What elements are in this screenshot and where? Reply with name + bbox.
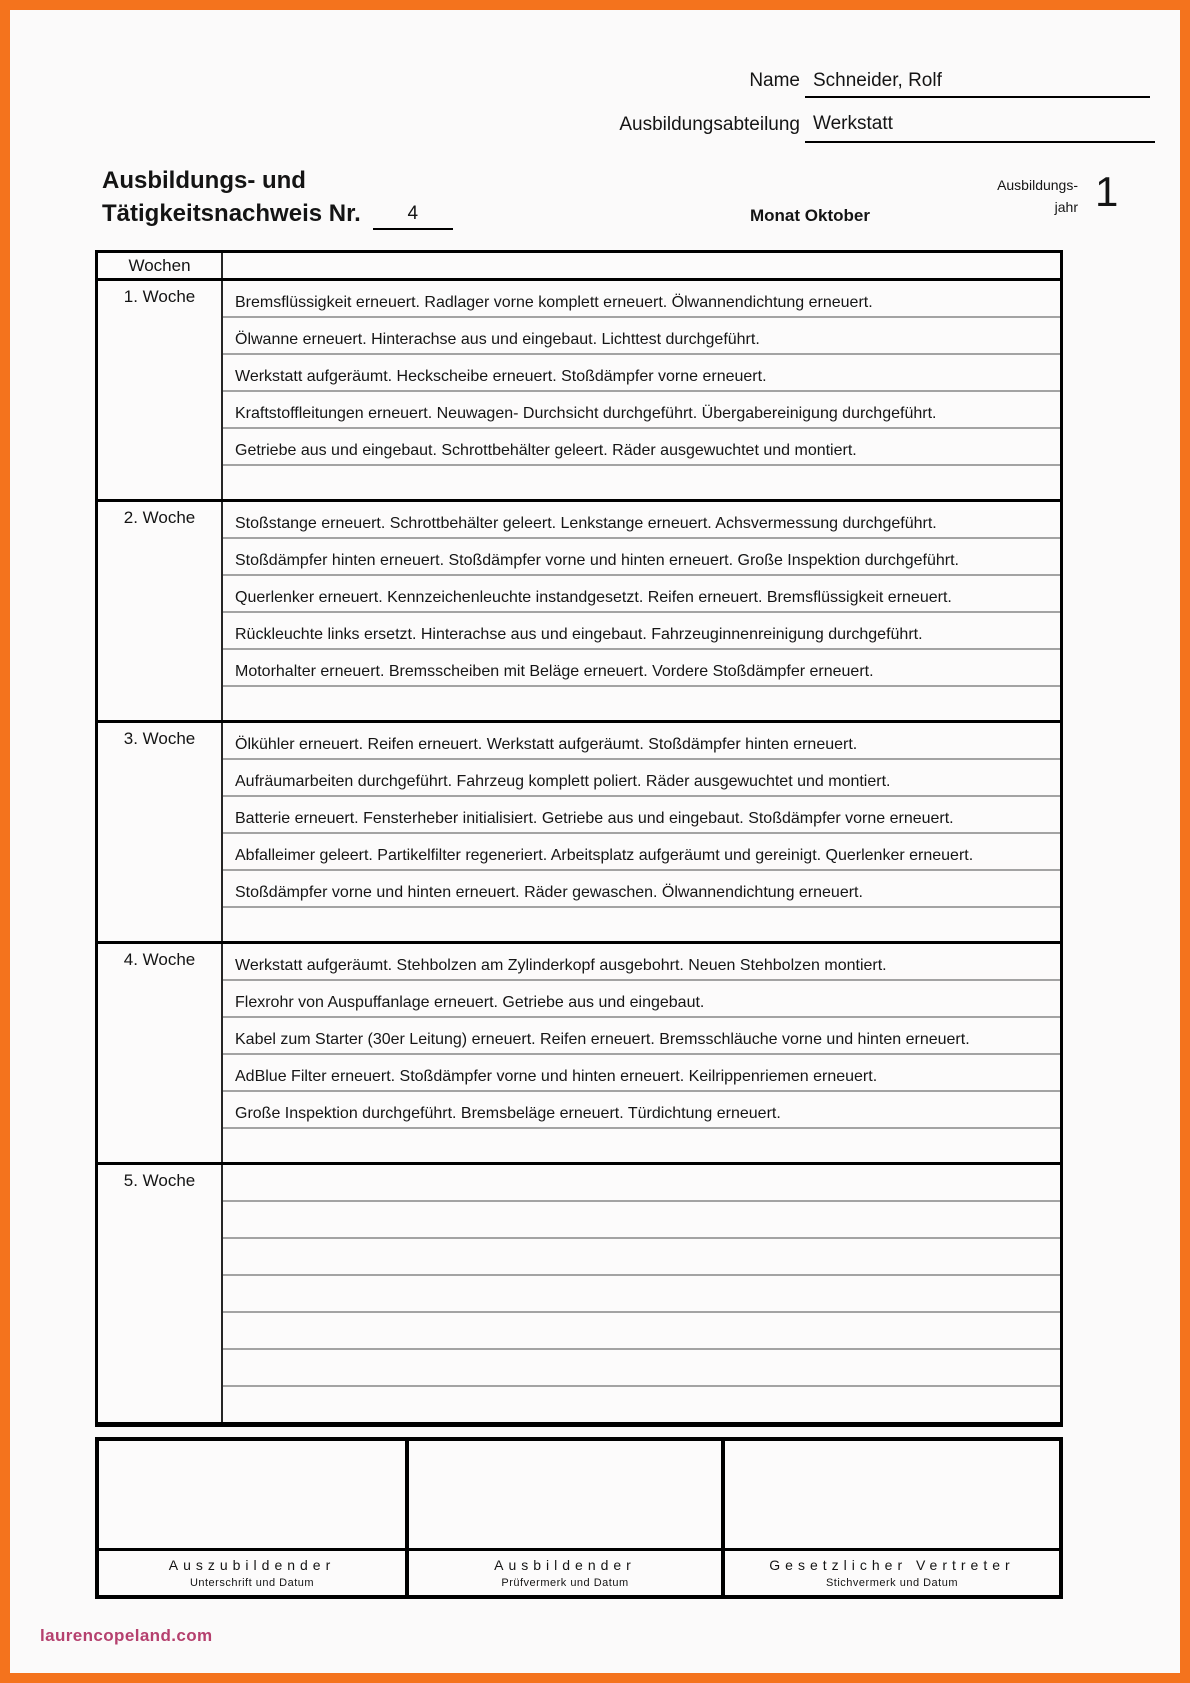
activity-entry-row[interactable]: Abfalleimer geleert. Partikelfilter regeneriert. Arbeitsplatz aufgeräumt und gereinigt. Querlenker erneuert. [223, 834, 1060, 871]
signature-sublabel: Prüfvermerk und Datum [501, 1577, 629, 1589]
week-block-5 [98, 1162, 1060, 1422]
name-value: Schneider, Rolf [813, 70, 942, 91]
activity-entry-row[interactable] [223, 1239, 1060, 1276]
signature-caption [409, 1548, 721, 1595]
title-line-2-text: Tätigkeitsnachweis Nr. [102, 200, 361, 227]
table-header-empty-cell [223, 253, 1060, 278]
month-line [750, 206, 870, 226]
week-filler [223, 1129, 1060, 1162]
signature-sublabel: Unterschrift und Datum [189, 1577, 315, 1589]
week-filler [223, 908, 1060, 941]
signature-caption [725, 1548, 1059, 1595]
activity-entry-row[interactable]: Motorhalter erneuert. Bremsscheiben mit Beläge erneuert. Vordere Stoßdämpfer erneuert. [223, 650, 1060, 687]
activity-entry-row[interactable]: Kabel zum Starter (30er Leitung) erneuert. Reifen erneuert. Bremsschläuche vorne und hinten erneuert. [223, 1018, 1060, 1055]
week-filler [223, 1387, 1060, 1422]
week-label: 1. Woche [98, 281, 223, 499]
training-year-value[interactable]: 1 [1095, 168, 1119, 215]
activity-entry-row[interactable] [223, 1313, 1060, 1350]
signature-column-2 [405, 1441, 721, 1595]
activity-entry-row[interactable]: Rückleuchte links ersetzt. Hinterachse aus und eingebaut. Fahrzeuginnenreinigung durchgeführt. [223, 613, 1060, 650]
signature-area[interactable] [725, 1441, 1059, 1548]
signature-role-label: Ausbildender [494, 1557, 636, 1573]
name-label: Name [749, 70, 800, 91]
activity-entry-row[interactable] [223, 1276, 1060, 1313]
activity-entry-row[interactable]: Werkstatt aufgeräumt. Heckscheibe erneuert. Stoßdämpfer vorne erneuert. [223, 355, 1060, 392]
training-year-label-line1: Ausbildungs- [997, 177, 1078, 193]
signature-column-3 [721, 1441, 1059, 1595]
signature-sublabel: Stichvermerk und Datum [825, 1577, 959, 1589]
title-line-1: Ausbildungs- und [102, 167, 306, 194]
department-label: Ausbildungsabteilung [619, 114, 800, 135]
week-entries [223, 1165, 1060, 1422]
department-field[interactable] [805, 111, 1155, 143]
table-header-row [98, 253, 1060, 281]
activity-entry-row[interactable]: Stoßdämpfer vorne und hinten erneuert. Räder gewaschen. Ölwannendichtung erneuert. [223, 871, 1060, 908]
activity-entry-row[interactable]: Batterie erneuert. Fensterheber initialisiert. Getriebe aus und eingebaut. Stoßdämpfer vorne erneuert. [223, 797, 1060, 834]
name-field[interactable] [805, 68, 1150, 98]
signature-caption [99, 1548, 405, 1595]
signature-area[interactable] [409, 1441, 721, 1548]
month-value[interactable]: Oktober [804, 206, 870, 225]
week-entries [223, 502, 1060, 720]
week-label: 5. Woche [98, 1165, 223, 1422]
activity-entry-row[interactable] [223, 1350, 1060, 1387]
activity-entry-row[interactable] [223, 1202, 1060, 1239]
activity-entry-row[interactable]: Stoßdämpfer hinten erneuert. Stoßdämpfer vorne und hinten erneuert. Große Inspektion durchgeführt. [223, 539, 1060, 576]
week-block-2 [98, 499, 1060, 720]
activity-entry-row[interactable]: Flexrohr von Auspuffanlage erneuert. Getriebe aus und eingebaut. [223, 981, 1060, 1018]
month-label: Monat [750, 206, 801, 225]
activity-entry-row[interactable]: Große Inspektion durchgeführt. Bremsbeläge erneuert. Türdichtung erneuert. [223, 1092, 1060, 1129]
week-block-4 [98, 941, 1060, 1162]
week-label: 3. Woche [98, 723, 223, 941]
week-entries [223, 281, 1060, 499]
week-label: 2. Woche [98, 502, 223, 720]
department-value: Werkstatt [813, 113, 893, 134]
week-entries [223, 944, 1060, 1162]
week-entries [223, 723, 1060, 941]
activity-entry-row[interactable]: Ölkühler erneuert. Reifen erneuert. Werkstatt aufgeräumt. Stoßdämpfer hinten erneuert. [223, 723, 1060, 760]
activity-entry-row[interactable]: Aufräumarbeiten durchgeführt. Fahrzeug komplett poliert. Räder ausgewuchtet und montiert. [223, 760, 1060, 797]
week-block-1 [98, 281, 1060, 499]
document-title [102, 164, 453, 230]
week-label: 4. Woche [98, 944, 223, 1162]
activity-entry-row[interactable]: Kraftstoffleitungen erneuert. Neuwagen- Durchsicht durchgeführt. Übergabereinigung durchgeführt. [223, 392, 1060, 429]
report-number-field[interactable]: 4 [373, 200, 453, 230]
activity-entry-row[interactable]: Ölwanne erneuert. Hinterachse aus und eingebaut. Lichttest durchgeführt. [223, 318, 1060, 355]
activity-entry-row[interactable]: AdBlue Filter erneuert. Stoßdämpfer vorne und hinten erneuert. Keilrippenriemen erneuert. [223, 1055, 1060, 1092]
training-year-label [890, 174, 1078, 218]
week-block-3 [98, 720, 1060, 941]
signature-section [95, 1437, 1063, 1599]
wochen-header-cell: Wochen [98, 253, 223, 278]
watermark-link[interactable]: laurencopeland.com [40, 1626, 213, 1645]
title-line-2 [102, 197, 453, 230]
signature-column-1 [99, 1441, 405, 1595]
week-filler [223, 687, 1060, 720]
week-filler [223, 466, 1060, 499]
activity-entry-row[interactable]: Querlenker erneuert. Kennzeichenleuchte instandgesetzt. Reifen erneuert. Bremsflüssigkeit erneuert. [223, 576, 1060, 613]
weekly-activities-table [95, 250, 1063, 1427]
activity-entry-row[interactable]: Bremsflüssigkeit erneuert. Radlager vorne komplett erneuert. Ölwannendichtung erneuert. [223, 281, 1060, 318]
activity-entry-row[interactable]: Getriebe aus und eingebaut. Schrottbehälter geleert. Räder ausgewuchtet und montiert. [223, 429, 1060, 466]
activity-entry-row[interactable]: Werkstatt aufgeräumt. Stehbolzen am Zylinderkopf ausgebohrt. Neuen Stehbolzen montiert. [223, 944, 1060, 981]
signature-role-label: Gesetzlicher Vertreter [769, 1557, 1015, 1573]
activity-entry-row[interactable]: Stoßstange erneuert. Schrottbehälter geleert. Lenkstange erneuert. Achsvermessung durchgeführt. [223, 502, 1060, 539]
training-year-label-line2: jahr [1054, 199, 1078, 215]
weeks-container [98, 281, 1060, 1422]
signature-area[interactable] [99, 1441, 405, 1548]
activity-entry-row[interactable] [223, 1165, 1060, 1202]
signature-role-label: Auszubildender [168, 1557, 336, 1573]
